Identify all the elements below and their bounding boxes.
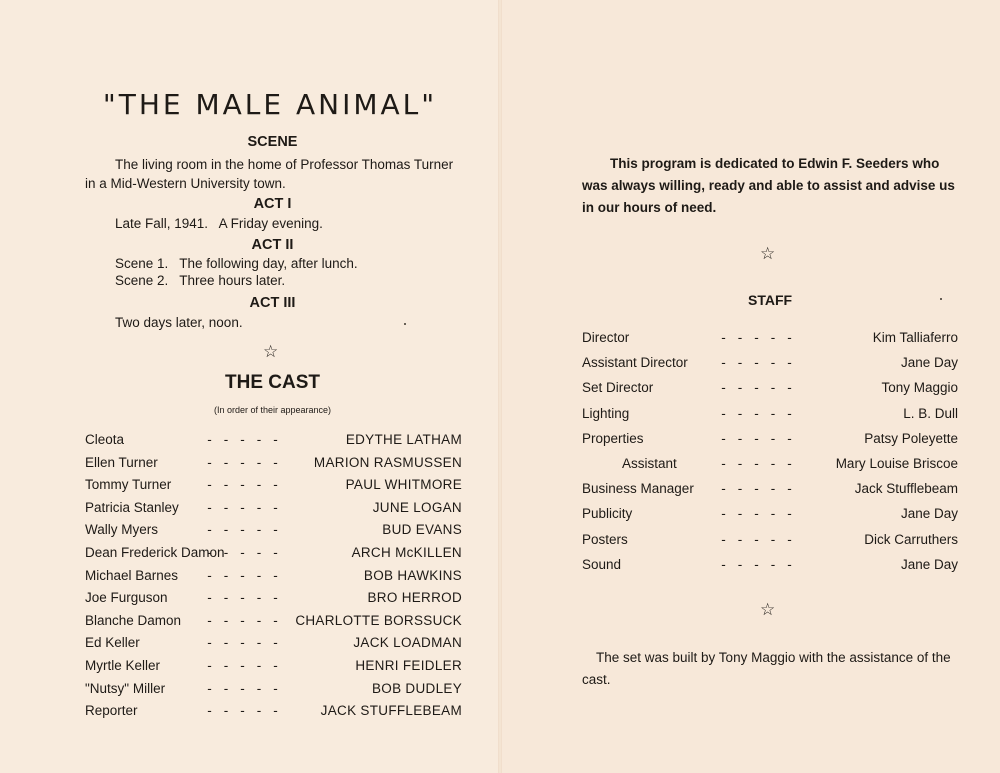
cast-actor: EDYTHE LATHAM xyxy=(345,432,462,447)
cast-actor: JACK STUFFLEBEAM xyxy=(320,703,462,719)
scene-line-2: in a Mid-Western University town. xyxy=(85,176,286,191)
leader-dashes: ----- xyxy=(721,481,804,497)
cast-role: "Nutsy" Miller xyxy=(85,680,166,696)
cast-role: Myrtle Keller xyxy=(85,658,161,673)
cast-role: Reporter xyxy=(85,703,138,719)
leader-dashes: ----- xyxy=(207,454,290,470)
staff-role: Director xyxy=(582,330,630,345)
cast-actor: BRO HERROD xyxy=(367,590,462,606)
staff-row xyxy=(582,330,958,350)
leader-dashes: ----- xyxy=(721,330,804,345)
leader-dashes: ----- xyxy=(207,658,290,673)
staff-role: Business Manager xyxy=(582,481,694,497)
staff-person: Mary Louise Briscoe xyxy=(835,456,958,471)
leader-dashes: ----- xyxy=(207,499,290,515)
staff-row xyxy=(582,456,958,476)
leader-dashes: ----- xyxy=(721,506,804,522)
scene-heading: SCENE xyxy=(247,134,298,150)
leader-dashes: ----- xyxy=(721,531,804,547)
cast-row xyxy=(85,500,462,520)
set-note: The set was built by Tony Maggio with the assistance of the cast. xyxy=(582,650,951,687)
staff-heading: STAFF xyxy=(748,292,793,308)
leader-dashes: ----- xyxy=(207,680,290,696)
staff-row xyxy=(582,380,958,400)
cast-role: Patricia Stanley xyxy=(85,499,179,515)
leader-dashes: ----- xyxy=(207,567,290,583)
leader-dashes: ----- xyxy=(207,635,290,651)
paper-speck xyxy=(404,323,406,325)
staff-person: Kim Talliaferro xyxy=(872,330,958,345)
staff-person: Tony Maggio xyxy=(881,380,958,396)
act-3-heading: ACT III xyxy=(249,295,296,311)
cast-role: Ed Keller xyxy=(85,635,140,651)
act-2-heading: ACT II xyxy=(251,237,294,253)
cast-row xyxy=(85,703,462,723)
cast-row xyxy=(85,590,462,610)
star-icon: ☆ xyxy=(263,342,279,362)
cast-role: Wally Myers xyxy=(85,522,158,538)
staff-role: Publicity xyxy=(582,506,633,522)
cast-row xyxy=(85,658,462,678)
staff-role: Posters xyxy=(582,531,628,547)
cast-role: Ellen Turner xyxy=(85,454,158,470)
staff-role: Properties xyxy=(582,430,644,446)
play-title: "THE MALE ANIMAL" xyxy=(102,88,438,121)
staff-person: Jane Day xyxy=(900,556,958,572)
cast-row xyxy=(85,613,462,633)
cast-role: Cleota xyxy=(85,432,125,447)
staff-row xyxy=(582,506,958,526)
leader-dashes: ----- xyxy=(721,380,804,396)
cast-actor: CHARLOTTE BORSSUCK xyxy=(295,612,462,628)
leader-dashes: ----- xyxy=(207,703,290,719)
cast-role: Tommy Turner xyxy=(85,477,172,493)
scene-line-1: The living room in the home of Professor Thomas Turner xyxy=(115,157,454,172)
cast-role: Blanche Damon xyxy=(85,612,182,628)
staff-role: Sound xyxy=(582,556,622,572)
cast-row xyxy=(85,432,462,452)
leader-dashes: ----- xyxy=(207,522,290,538)
paper-speck xyxy=(940,298,942,300)
cast-row xyxy=(85,477,462,497)
cast-actor: BUD EVANS xyxy=(382,522,462,538)
cast-row xyxy=(85,681,462,701)
act-1-line: Late Fall, 1941. A Friday evening. xyxy=(115,216,323,231)
staff-row xyxy=(582,406,958,426)
cast-actor: BOB HAWKINS xyxy=(363,567,462,583)
act-2-line-1: Scene 1. The following day, after lunch. xyxy=(115,256,358,271)
staff-person: Jane Day xyxy=(900,355,958,371)
leader-dashes: ----- xyxy=(207,545,290,560)
star-icon: ☆ xyxy=(760,600,776,620)
act-2-line-2: Scene 2. Three hours later. xyxy=(115,273,286,288)
cast-row xyxy=(85,455,462,475)
leader-dashes: ----- xyxy=(207,590,290,606)
staff-person: Patsy Poleyette xyxy=(864,430,958,446)
leader-dashes: ----- xyxy=(721,456,804,471)
staff-role: Assistant xyxy=(622,456,677,471)
leader-dashes: ----- xyxy=(721,556,804,572)
cast-actor: ARCH McKILLEN xyxy=(351,545,462,560)
cast-actor: PAUL WHITMORE xyxy=(345,477,462,493)
staff-person: L. B. Dull xyxy=(903,405,958,421)
cast-title: THE CAST xyxy=(225,372,320,393)
leader-dashes: ----- xyxy=(721,355,804,371)
staff-role: Set Director xyxy=(582,380,654,396)
cast-role: Michael Barnes xyxy=(85,567,179,583)
staff-row xyxy=(582,481,958,501)
staff-role: Lighting xyxy=(582,405,630,421)
cast-subtitle: (In order of their appearance) xyxy=(213,405,332,415)
cast-actor: JACK LOADMAN xyxy=(353,635,462,651)
leader-dashes: ----- xyxy=(721,430,804,446)
cast-actor: MARION RASMUSSEN xyxy=(313,454,462,470)
cast-actor: BOB DUDLEY xyxy=(371,680,462,696)
act-3-line: Two days later, noon. xyxy=(115,315,243,330)
act-1-heading: ACT I xyxy=(253,196,292,212)
cast-actor: JUNE LOGAN xyxy=(372,499,462,515)
staff-row xyxy=(582,532,958,552)
leader-dashes: ----- xyxy=(721,405,804,421)
dedication-text: This program is dedicated to Edwin F. Seeders who was always willing, ready and able to assist and advise us in our hours of need. xyxy=(582,156,955,215)
staff-person: Jane Day xyxy=(900,506,958,522)
cast-row xyxy=(85,635,462,655)
cast-role: Dean Frederick Damon xyxy=(85,545,225,560)
cast-row xyxy=(85,568,462,588)
cast-row xyxy=(85,522,462,542)
staff-person: Dick Carruthers xyxy=(864,531,958,547)
staff-role: Assistant Director xyxy=(582,355,688,371)
staff-row xyxy=(582,431,958,451)
star-icon: ☆ xyxy=(760,244,776,264)
leader-dashes: ----- xyxy=(207,477,290,493)
staff-person: Jack Stufflebeam xyxy=(854,481,958,497)
cast-actor: HENRI FEIDLER xyxy=(355,658,462,673)
staff-row xyxy=(582,355,958,375)
leader-dashes: ----- xyxy=(207,612,290,628)
staff-row xyxy=(582,557,958,577)
cast-row xyxy=(85,545,462,565)
leader-dashes: ----- xyxy=(207,432,290,447)
cast-role: Joe Furguson xyxy=(85,590,168,606)
